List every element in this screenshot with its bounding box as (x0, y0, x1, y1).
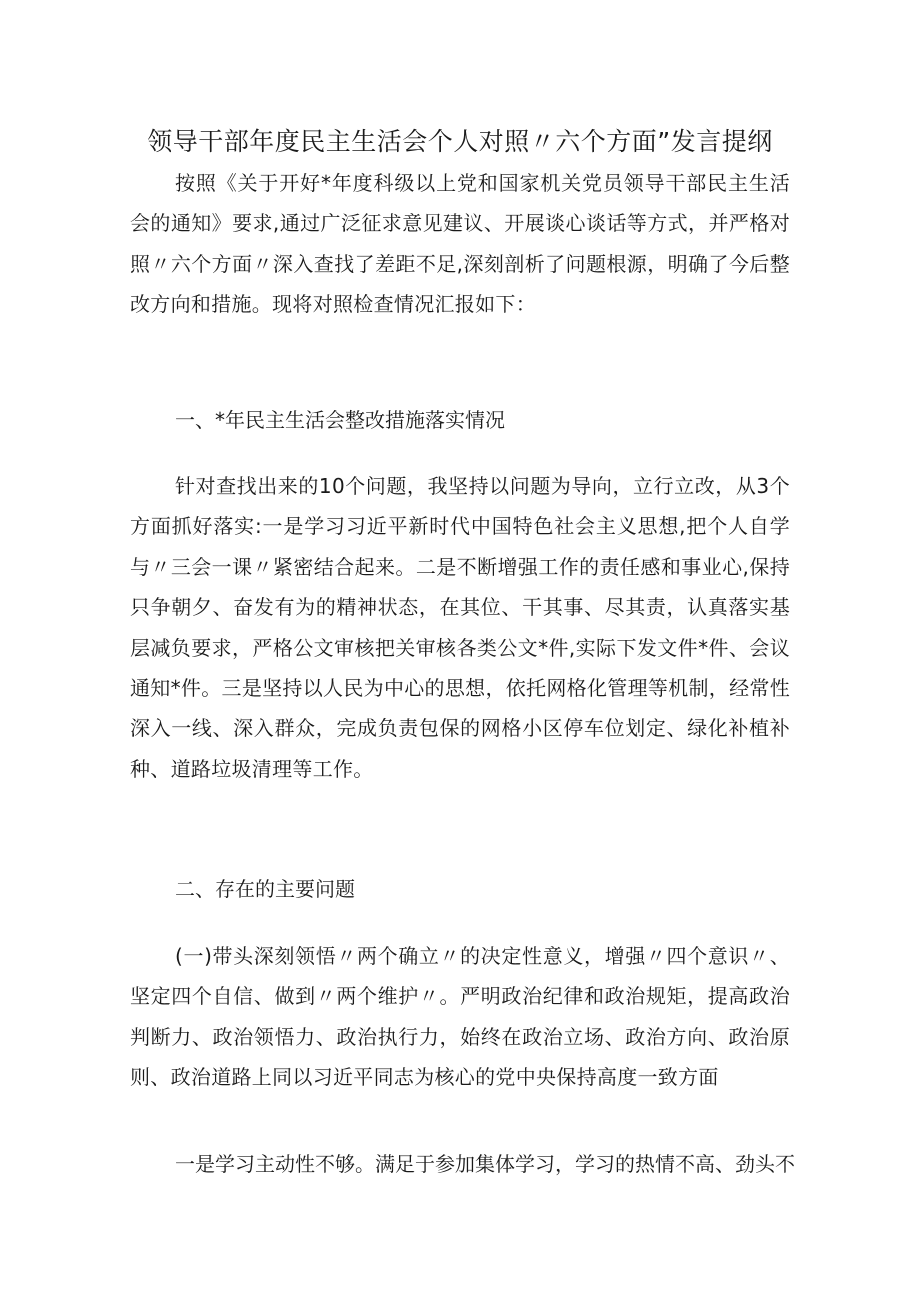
section-heading-1: 一、*年民主生活会整改措施落实情况 (175, 408, 505, 432)
document-title: 领导干部年度民主生活会个人对照〃六个方面”发言提纲 (147, 127, 773, 156)
intro-paragraph: 按照《关于开好*年度科级以上党和国家机关党员领导干部民主生活会的通知》要求,通过广泛征求意见建议、开展谈心谈话等方式，并严格对照〃六个方面〃深入查找了差距不足,深刻剖析了问题根源，明确了今后整改方向和措施。现将对照检查情况汇报如下： (130, 171, 790, 317)
section-2-item-1: 一是学习主动性不够。满足于参加集体学习，学习的热情不高、劲头不 (175, 1152, 795, 1176)
section-heading-2: 二、存在的主要问题 (175, 877, 355, 901)
section-2-subheading-1: (一)带头深刻领悟〃两个确立〃的决定性意义，增强〃四个意识〃、坚定四个自信、做到〃两个维护〃。严明政治纪律和政治规矩，提高政治判断力、政治领悟力、政治执行力，始终在政治立场、政治方向、政治原则、政治道路上同以习近平同志为核心的党中央保持高度一致方面 (130, 944, 790, 1090)
section-1-body: 针对查找出来的10个问题，我坚持以问题为导向，立行立改，从3个方面抓好落实:一是学习习近平新时代中国特色社会主义思想,把个人自学与〃三会一课〃紧密结合起来。二是不断增强工作的责任感和事业心,保持只争朝夕、奋发有为的精神状态，在其位、干其事、尽其责，认真落实基层减负要求，严格公文审核把关审核各类公文*件,实际下发文件*件、会议通知*件。三是坚持以人民为中心的思想，依托网格化管理等机制，经常性深入一线、深入群众，完成负责包保的网格小区停车位划定、绿化补植补种、道路垃圾清理等工作。 (130, 474, 790, 781)
